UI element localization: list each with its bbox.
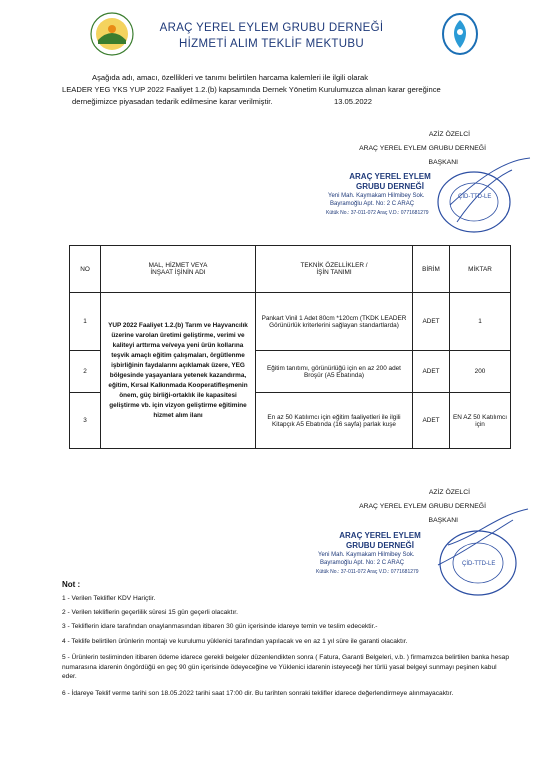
stamp-address-2-bottom: Bayramoğlu Apt. No: 2 C ARAÇ <box>320 560 405 566</box>
row-no: 2 <box>70 351 101 393</box>
header-spec: TEKNİK ÖZELLİKLER / İŞİN TANIMI <box>256 246 413 293</box>
stamp-name-1: ARAÇ YEREL EYLEM <box>349 172 431 181</box>
table-header-row <box>70 246 511 293</box>
row-spec: En az 50 Katılımcı için eğitim faaliyetleri ile ilgili Kitapçık A5 Ebatında (16 sayfa) parlak kuşe <box>256 393 413 449</box>
note-item: 3 - Tekliflerin idare tarafından onaylanmasından itibaren 30 gün içerisinde idareye temin ve teslim edecektir.- <box>62 623 378 630</box>
row-qty: 200 <box>450 351 511 393</box>
signer-title-bottom: BAŞKANI <box>428 517 458 524</box>
stamp-name-2-bottom: GRUBU DERNEĞİ <box>345 541 414 550</box>
intro-date: 13.05.2022 <box>334 97 373 106</box>
signer-org: ARAÇ YEREL EYLEM GRUBU DERNEĞİ <box>359 145 486 152</box>
stamp-address-3-bottom: Kütük No.: 37-011-072 Araç V.D.: 0771681279 <box>316 569 419 575</box>
stamp-address-1: Yeni Mah. Kaymakam Hilmibey Sok. <box>328 193 425 199</box>
row-spec: Pankart Vinil 1 Adet 80cm *120cm (TKDK LEADER Görünürlük kriterlerini sağlayan standartlarda) <box>256 293 413 351</box>
intro-line-1: Aşağıda adı, amacı, özellikleri ve tanımı belirtilen harcama kalemleri ile ilgili olarak <box>92 73 369 82</box>
signer-name-bottom: AZİZ ÖZELCİ <box>428 489 470 496</box>
intro-line-2: LEADER YEG YKS YUP 2022 Faaliyet 1.2.(b) kapsamında Dernek Yönetim Kurulumuzca alınan karar gereğince <box>62 85 441 94</box>
round-seal-bottom <box>418 505 538 600</box>
note-item: 2 - Verilen tekliflerin geçerlilik süresi 15 gün geçerli olacaktır. <box>62 609 238 616</box>
seal-inner-text-bottom: ÇİD-TTD-LE <box>462 561 496 567</box>
note-item: 6 - İdareye Teklif verme tarihi son 18.05.2022 tarihi saat 17:00 dir. Bu tarihten sonraki teklifler idarece değerlendirmeye alınmayacaktır. <box>62 690 454 697</box>
round-seal-top <box>412 150 532 240</box>
header-item: MAL, HİZMET VEYA İNŞAAT İŞİNİN ADI <box>101 246 256 293</box>
stamp-address-2: Bayramoğlu Apt. No: 2 C ARAÇ <box>330 201 415 207</box>
stamp-name-1-bottom: ARAÇ YEREL EYLEM <box>339 531 421 540</box>
row-qty: EN AZ 50 Katılımcı için <box>450 393 511 449</box>
note-item: 5 - Ürünlerin tesliminden itibaren ödeme idarece gerekli belgeler düzenlendikten sonra ( Fatura, Garanti Belgeleri, v.b. ) firmamızca belirtilen banka hesap numarasına idarenin öngördüğü en geç 90 gün içerisinde ödeyeceğine ve Yüklenici idarenin isteyeceği her türlü yasal belgeyi sunmayı peşinen kabul eder. <box>62 654 510 680</box>
note-item: 4 - Teklife belirtilen ürünlerin montajı ve kurulumu yüklenici tarafından yapılacak ve en az 1 yıl süre ile garanti olacaktır. <box>62 638 408 645</box>
stamp-name-2: GRUBU DERNEĞİ <box>355 182 424 191</box>
notes-title: Not : <box>62 580 81 589</box>
note-item: 1 - Verilen Teklifler KDV Hariçtir. <box>62 595 156 602</box>
row-unit: ADET <box>413 293 450 351</box>
row-no: 1 <box>70 293 101 351</box>
stamp-address-1-bottom: Yeni Mah. Kaymakam Hilmibey Sok. <box>318 552 415 558</box>
items-table <box>69 245 511 449</box>
row-qty: 1 <box>450 293 511 351</box>
seal-inner-text: ÇİD-TTD-LE <box>458 194 492 200</box>
header-no: NO <box>70 246 101 293</box>
row-no: 3 <box>70 393 101 449</box>
header-unit: BİRİM <box>413 246 450 293</box>
signer-title: BAŞKANI <box>428 159 458 166</box>
row-spec: Eğitim tanıtımı, görünürlüğü için en az 200 adet Broşür (A5 Ebatında) <box>256 351 413 393</box>
signer-name: AZİZ ÖZELCİ <box>428 131 470 138</box>
intro-line-3: derneğimizce piyasadan tedarik edilmesine karar verilmiştir. <box>72 97 273 106</box>
signer-org-bottom: ARAÇ YEREL EYLEM GRUBU DERNEĞİ <box>359 503 486 510</box>
row-unit: ADET <box>413 393 450 449</box>
item-name-cell: YUP 2022 Faaliyet 1.2.(b) Tarım ve Hayvancılık üzerine varolan üretimi geliştirme, verimi ve kaliteyi arttırma ve/veya yeni ürün kollarına teşvik amaçlı eğitim çalışmaları, örgütlenme işbirliğinin faydalarını açıklamak üzere, YEG bölgesinde yaşayanlara yetenek kazandırma, eğitim, Kırsal Kalkınmada Kooperatifleşmenin önem, güç birliği-ortaklık ile kapasitesi geliştirme vb. için vizyon geliştirme eğitimine hizmet alım ilanı <box>101 293 256 449</box>
header-qty: MİKTAR <box>450 246 511 293</box>
row-unit: ADET <box>413 351 450 393</box>
org-title: ARAÇ YEREL EYLEM GRUBU DERNEĞİ <box>159 22 384 34</box>
document-title: HİZMETİ ALIM TEKLİF MEKTUBU <box>179 38 364 50</box>
table-row <box>70 293 511 351</box>
stamp-address-3: Kütük No.: 37-011-072 Araç V.D.: 0771681279 <box>326 210 429 216</box>
